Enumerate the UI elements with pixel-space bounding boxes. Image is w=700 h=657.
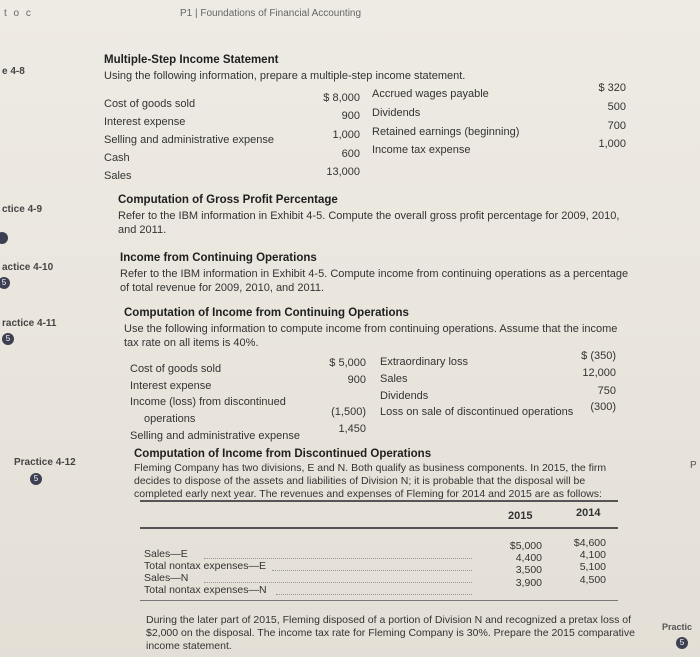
line-item-value: 1,000 xyxy=(332,129,360,141)
line-item-value: (300) xyxy=(590,401,616,413)
line-item-label: Sales xyxy=(104,170,132,182)
line-item-value: 500 xyxy=(607,101,626,113)
line-item-label: Dividends xyxy=(372,107,421,119)
line-item-label: Selling and administrative expense xyxy=(130,430,300,442)
table-cell-2014: 4,500 xyxy=(579,574,606,586)
line-item-value: $ 320 xyxy=(598,82,626,94)
line-item-label: Sales xyxy=(380,373,408,385)
exercise-instructions: Using the following information, prepare a multiple-step income statement. xyxy=(104,70,466,82)
table-leader-dots xyxy=(276,594,472,595)
line-item-value: (1,500) xyxy=(331,406,366,418)
header-title: P1 | Foundations of Financial Accounting xyxy=(180,8,362,19)
section-badge xyxy=(0,232,8,244)
exercise-title: Income from Continuing Operations xyxy=(120,252,317,264)
line-item-value: 600 xyxy=(341,148,360,160)
line-item-value: 700 xyxy=(607,120,626,132)
edge-practice-marker: Practic xyxy=(662,622,693,632)
line-item-value: 900 xyxy=(341,110,360,122)
exercise-title: Computation of Income from Discontinued Operations xyxy=(134,448,432,460)
line-item-value: 1,450 xyxy=(338,423,366,435)
table-top-rule xyxy=(140,500,618,502)
edge-letter: P xyxy=(690,460,697,471)
header-left-text: t o c xyxy=(4,8,33,19)
line-item-label: Accrued wages payable xyxy=(372,88,489,100)
table-header-2015: 2015 xyxy=(508,510,533,522)
table-row-label: Sales—N xyxy=(144,572,189,584)
line-item-label: Selling and administrative expense xyxy=(104,134,274,146)
line-item-value: $ (350) xyxy=(581,350,616,362)
line-item-label: Interest expense xyxy=(130,380,212,392)
table-cell-2015: 4,400 xyxy=(515,552,542,564)
table-row-label: Total nontax expenses—E xyxy=(144,560,266,572)
page-header xyxy=(0,6,700,28)
line-item-label: Cost of goods sold xyxy=(130,363,222,375)
exercise-title: Computation of Gross Profit Percentage xyxy=(118,194,338,206)
table-row-label: Total nontax expenses—N xyxy=(144,584,267,596)
table-bottom-rule xyxy=(140,600,618,601)
table-cell-2015: $5,000 xyxy=(509,540,542,552)
table-cell-2015: 3,900 xyxy=(515,577,542,589)
line-item-value: 1,000 xyxy=(598,138,626,150)
exercise-instructions: Refer to the IBM information in Exhibit 4-5. Compute the overall gross profit percentage for 2009, 2010, and 2011. xyxy=(118,210,620,236)
line-item-label: Loss on sale of discontinued operations xyxy=(380,406,574,418)
line-item-label: Retained earnings (beginning) xyxy=(372,126,520,138)
table-header-2014: 2014 xyxy=(576,507,601,519)
line-item-value: 900 xyxy=(347,374,366,386)
line-item-value: 12,000 xyxy=(582,367,616,379)
exercise-instructions: Use the following information to compute income from continuing operations. Assume that the income tax rate on all items is 40%. xyxy=(124,323,618,349)
line-item-value: $ 8,000 xyxy=(323,92,360,104)
line-item-value: $ 5,000 xyxy=(329,357,366,369)
table-header-rule xyxy=(140,527,618,529)
line-item-label: Cash xyxy=(104,152,130,164)
section-badge: 5 xyxy=(0,277,10,289)
section-badge: 5 xyxy=(30,473,42,485)
line-item-value: 750 xyxy=(597,385,616,397)
exercise-marker: Practice 4-12 xyxy=(14,457,76,468)
line-item-label: Cost of goods sold xyxy=(104,98,196,110)
exercise-marker: e 4-8 xyxy=(2,66,25,77)
section-badge: 5 xyxy=(2,333,14,345)
table-cell-2014: $4,600 xyxy=(573,537,606,549)
table-cell-2014: 4,100 xyxy=(579,549,606,561)
line-item-label: Dividends xyxy=(380,390,429,402)
exercise-instructions: Refer to the IBM information in Exhibit 4-5. Compute income from continuing operations as a percentage of total revenue for 2009, 2010, and 2011. xyxy=(120,268,629,294)
table-cell-2014: 5,100 xyxy=(579,561,606,573)
table-row-label: Sales—E xyxy=(144,548,188,560)
table-leader-dots xyxy=(272,570,472,571)
line-item-label: Income (loss) from discontinued xyxy=(130,396,286,408)
table-leader-dots xyxy=(204,582,472,583)
line-item-label: operations xyxy=(144,413,196,425)
exercise-title: Multiple-Step Income Statement xyxy=(104,54,279,66)
exercise-marker: actice 4-10 xyxy=(2,262,54,273)
section-badge: 5 xyxy=(676,637,688,649)
exercise-footer-text: During the later part of 2015, Fleming disposed of a portion of Division N and recognized a pretax loss of $2,000 on the disposal. The income tax rate for Fleming Company is 30%. Prepare the 2015 comparative income statement. xyxy=(146,614,635,652)
line-item-label: Extraordinary loss xyxy=(380,356,469,368)
exercise-instructions: Fleming Company has two divisions, E and N. Both qualify as business components. In 2015, the firm decides to dispose of the assets and liabilities of Division N; it is probable that the disposal will be completed early next year. The revenues and expenses of Fleming for 2014 and 2015 are as follows: xyxy=(134,462,607,500)
table-cell-2015: 3,500 xyxy=(515,564,542,576)
line-item-value: 13,000 xyxy=(326,166,360,178)
table-leader-dots xyxy=(204,558,472,559)
exercise-title: Computation of Income from Continuing Operations xyxy=(124,307,409,319)
line-item-label: Interest expense xyxy=(104,116,186,128)
exercise-marker: ctice 4-9 xyxy=(2,204,43,215)
exercise-marker: ractice 4-11 xyxy=(2,318,57,329)
line-item-label: Income tax expense xyxy=(372,144,471,156)
